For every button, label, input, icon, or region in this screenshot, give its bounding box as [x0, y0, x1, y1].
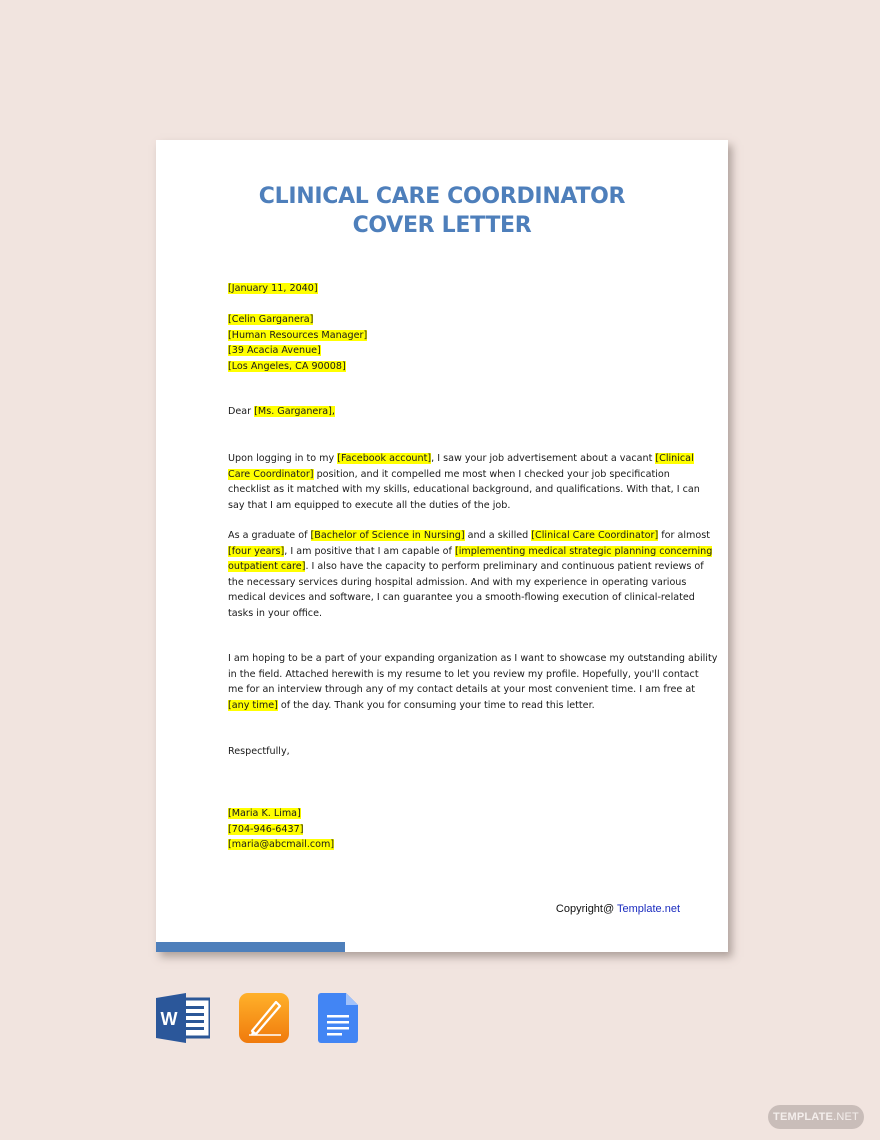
signature-block [228, 806, 688, 853]
recipient-name: [Celin Garganera] [228, 314, 314, 325]
recipient-block [228, 312, 688, 374]
svg-text:W: W [160, 1009, 178, 1029]
p3-highlight-time: [any time] [228, 699, 278, 711]
title-line-2: COVER LETTER [352, 213, 532, 238]
word-icon[interactable] [156, 993, 210, 1048]
p1-text: checklist as it matched with my skills, educational background, and qualifications. With that, I can [228, 484, 700, 495]
document-page [156, 140, 728, 952]
p1-highlight-role: Care Coordinator] [228, 468, 314, 480]
watermark-thin: .NET [833, 1111, 859, 1123]
p2-highlight-degree: [Bachelor of Science in Nursing] [310, 530, 465, 541]
p3-text: I am hoping to be a part of your expanding organization as I want to showcase my outstanding ability [228, 653, 718, 664]
date-placeholder: [January 11, 2040] [228, 283, 318, 294]
letter-date [228, 281, 688, 297]
p2-highlight-skill: outpatient care] [228, 561, 306, 572]
recipient-position: [Human Resources Manager] [228, 329, 368, 341]
recipient-street: [39 Acacia Avenue] [228, 345, 321, 356]
p3-text: me for an interview through any of my contact details at your most convenient time. I am free at [228, 684, 696, 695]
p2-highlight-role: [Clinical Care Coordinator] [531, 530, 659, 541]
watermark-bold: TEMPLATE [773, 1111, 834, 1123]
p2-highlight-skill: [implementing medical strategic planning concerning [454, 545, 713, 557]
copyright-notice [556, 903, 680, 915]
p2-text: the necessary services during hospital admission. And with my experience in operating various [228, 576, 687, 588]
p3-text: in the field. Attached herewith is my resume to let you review my profile. Hopefully, you'll contact [228, 668, 699, 680]
recipient-city: [Los Angeles, CA 90008] [228, 360, 346, 372]
p2-text: and a skilled [464, 530, 532, 541]
paragraph-3 [228, 651, 718, 713]
p3-text: of the day. Thank you for consuming your time to read this letter. [277, 699, 595, 711]
copyright-prefix: Copyright@ [555, 903, 618, 915]
p1-highlight-role: [Clinical [655, 453, 694, 464]
p1-highlight-platform: [Facebook account] [337, 453, 432, 464]
p1-text: , I saw your job advertisement about a vacant [431, 453, 656, 464]
p2-text: As a graduate of [228, 530, 311, 541]
title-line-1: CLINICAL CARE COORDINATOR [258, 184, 626, 209]
p2-text: medical devices and software, I can guarantee you a smooth-flowing execution of clinical-related [228, 592, 695, 603]
salutation [228, 404, 688, 420]
signature-phone: [704-946-6437] [228, 823, 304, 835]
p2-text: , I am positive that I am capable of [284, 545, 455, 557]
p2-highlight-years: [four years] [228, 545, 285, 557]
salutation-prefix: Dear [228, 406, 255, 417]
p2-text: for almost [658, 530, 711, 541]
template-net-link[interactable]: Template.net [617, 903, 680, 915]
paragraph-1 [228, 451, 700, 513]
signature-email: [maria@abcmail.com] [228, 839, 335, 850]
document-title [156, 182, 728, 240]
accent-bar [156, 942, 345, 952]
pages-icon[interactable] [239, 993, 289, 1048]
salutation-name: [Ms. Garganera], [254, 406, 335, 417]
template-net-watermark [768, 1105, 864, 1129]
google-docs-icon[interactable] [318, 993, 358, 1048]
paragraph-2 [228, 528, 713, 621]
signature-name: [Maria K. Lima] [228, 808, 301, 819]
p2-text: . I also have the capacity to perform preliminary and continuous patient reviews of [305, 561, 704, 572]
closing: Respectfully, [228, 746, 290, 757]
p2-text: tasks in your office. [228, 607, 323, 619]
p1-text: Upon logging in to my [228, 453, 338, 464]
p1-text: say that I am equipped to execute all the duties of the job. [228, 499, 511, 511]
p1-text: position, and it compelled me most when I checked your job specification [313, 468, 670, 480]
